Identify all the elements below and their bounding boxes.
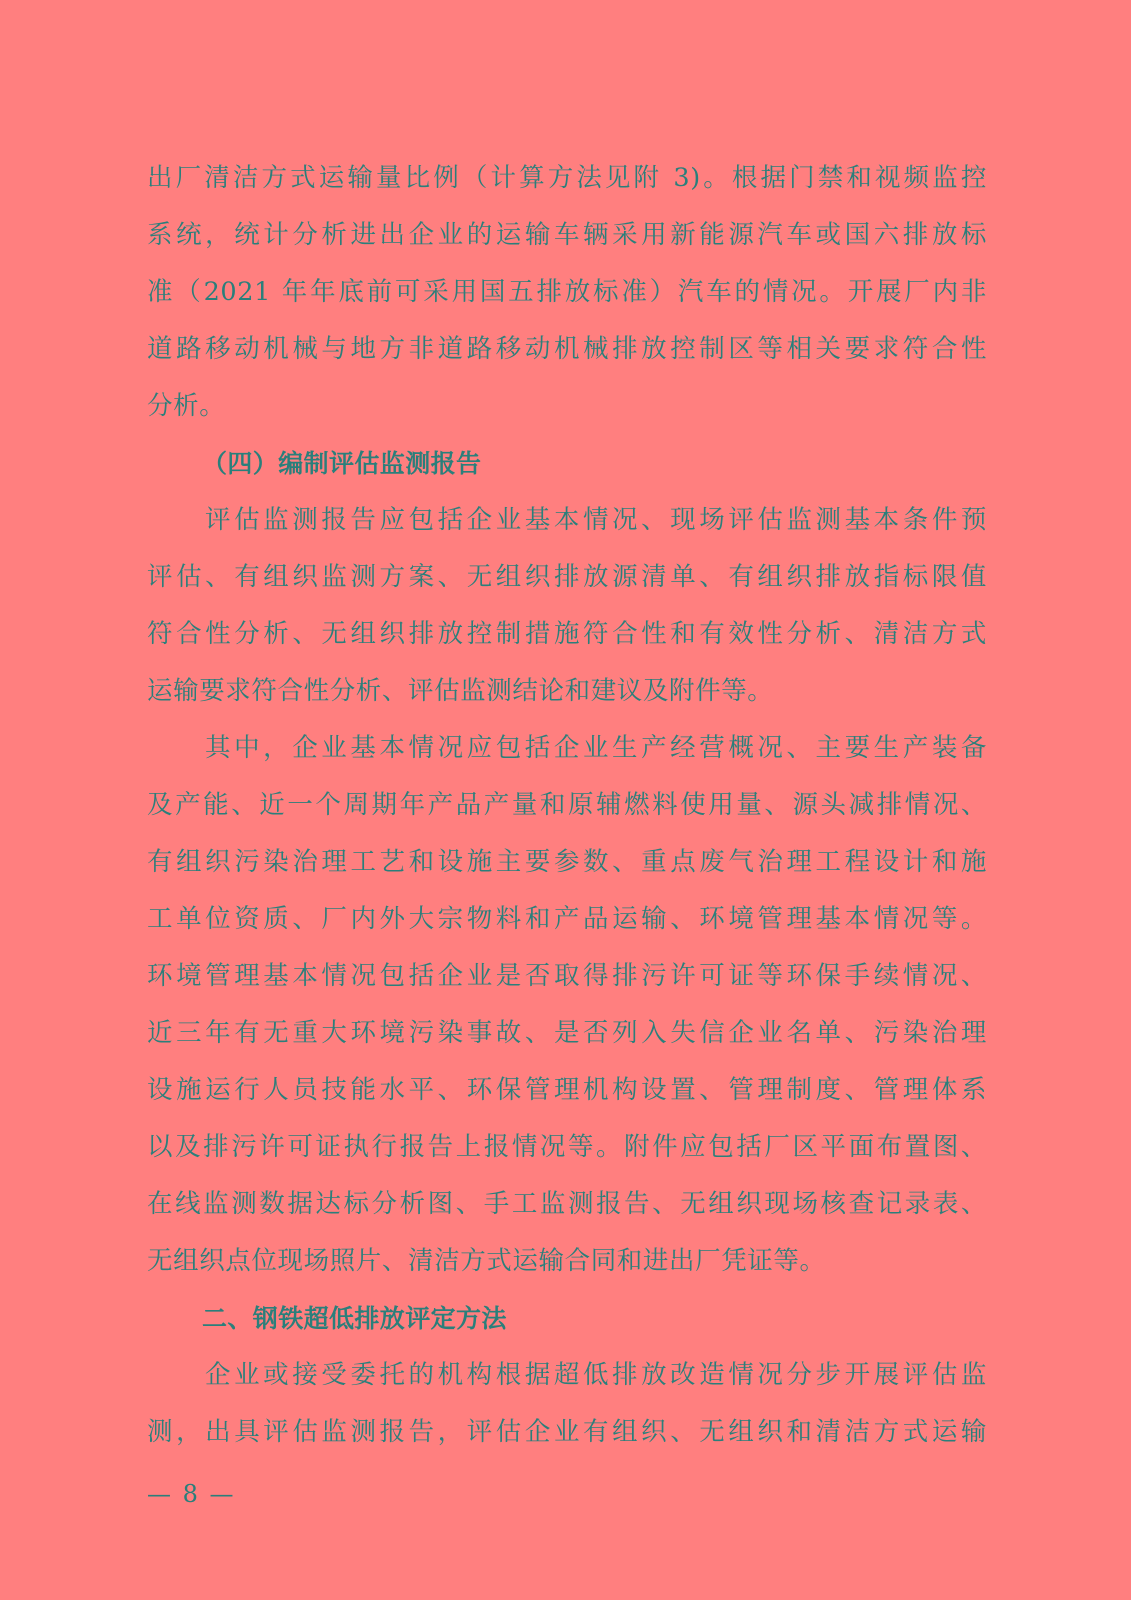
paragraph-line: 出厂清洁方式运输量比例（计算方法见附 3)。根据门禁和视频监控 (147, 163, 987, 193)
paragraph-line: 企业或接受委托的机构根据超低排放改造情况分步开展评估监 (205, 1360, 987, 1390)
paragraph-line: 环境管理基本情况包括企业是否取得排污许可证等环保手续情况、 (147, 961, 987, 991)
document-body (147, 150, 987, 1461)
paragraph-line: 设施运行人员技能水平、环保管理机构设置、管理制度、管理体系 (147, 1075, 987, 1105)
paragraph-line: 分析。 (147, 391, 226, 421)
section-heading-4: （四）编制评估监测报告 (202, 449, 482, 478)
paragraph-line: 道路移动机械与地方非道路移动机械排放控制区等相关要求符合性 (147, 334, 987, 364)
paragraph-line: 以及排污许可证执行报告上报情况等。附件应包括厂区平面布置图、 (147, 1132, 987, 1162)
paragraph-line: 系统，统计分析进出企业的运输车辆采用新能源汽车或国六排放标 (147, 220, 987, 250)
paragraph-line: 在线监测数据达标分析图、手工监测报告、无组织现场核查记录表、 (147, 1189, 987, 1219)
paragraph-line: 评估监测报告应包括企业基本情况、现场评估监测基本条件预 (205, 505, 987, 535)
paragraph-line: 近三年有无重大环境污染事故、是否列入失信企业名单、污染治理 (147, 1018, 987, 1048)
paragraph-line: 其中，企业基本情况应包括企业生产经营概况、主要生产装备 (205, 733, 987, 763)
paragraph-line: 运输要求符合性分析、评估监测结论和建议及附件等。 (147, 676, 774, 706)
paragraph-line: 测，出具评估监测报告，评估企业有组织、无组织和清洁方式运输 (147, 1417, 987, 1447)
paragraph-line: 及产能、近一个周期年产品产量和原辅燃料使用量、源头减排情况、 (147, 790, 987, 820)
paragraph-line: 准（2021 年年底前可采用国五排放标准）汽车的情况。开展厂内非 (147, 277, 987, 307)
paragraph-line: 无组织点位现场照片、清洁方式运输合同和进出厂凭证等。 (147, 1246, 826, 1276)
paragraph-line: 符合性分析、无组织排放控制措施符合性和有效性分析、清洁方式 (147, 619, 987, 649)
page-number: — 8 — (147, 1480, 236, 1508)
paragraph-line: 有组织污染治理工艺和设施主要参数、重点废气治理工程设计和施 (147, 847, 987, 877)
paragraph-line: 工单位资质、厂内外大宗物料和产品运输、环境管理基本情况等。 (147, 904, 987, 934)
section-heading-2: 二、钢铁超低排放评定方法 (202, 1304, 507, 1333)
paragraph-line: 评估、有组织监测方案、无组织排放源清单、有组织排放指标限值 (147, 562, 987, 592)
